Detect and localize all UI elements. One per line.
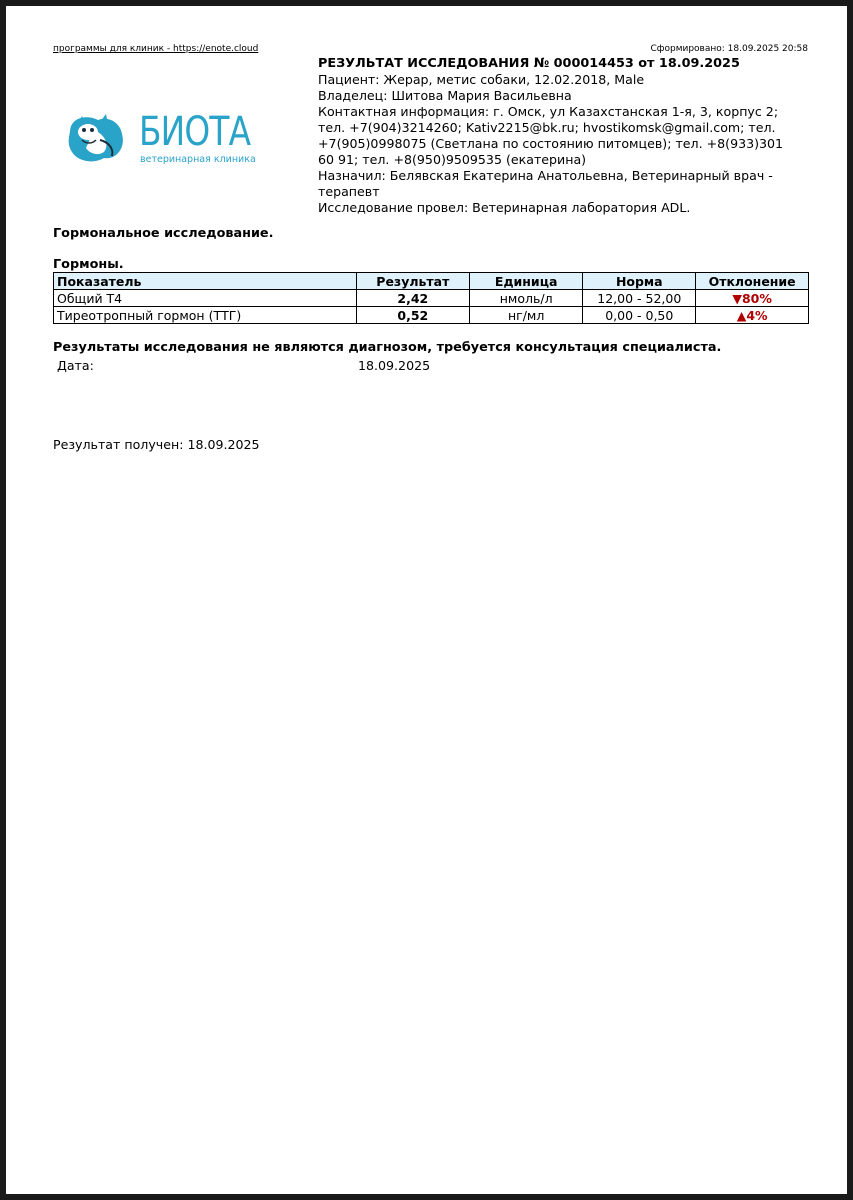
unit: нг/мл — [470, 307, 583, 324]
result-value: 0,52 — [356, 307, 469, 324]
results-table — [53, 272, 809, 324]
group-title: Гормоны. — [53, 257, 124, 272]
column-header: Результат — [356, 273, 469, 290]
date-value: 18.09.2025 — [358, 358, 431, 373]
contact-info-line: тел. +7(904)3214260; Kativ2215@bk.ru; hvostikomsk@gmail.com; тел. — [318, 120, 776, 135]
assigned-by-continued: терапевт — [318, 184, 380, 199]
assigned-by: Назначил: Белявская Екатерина Анатольевна, Ветеринарный врач - — [318, 168, 773, 183]
table-header-row — [54, 273, 809, 290]
contact-info-line: +7(905)0998075 (Светлана по состоянию питомцев); тел. +8(933)301 — [318, 136, 784, 151]
deviation-value: ▲4% — [696, 307, 809, 324]
result-value: 2,42 — [356, 290, 469, 307]
clinic-name: БИОТА — [139, 109, 251, 155]
enote-link[interactable]: программы для клиник - https://enote.cloud — [53, 44, 259, 54]
date-label: Дата: — [57, 358, 94, 373]
table-row — [54, 290, 809, 307]
column-header: Норма — [583, 273, 696, 290]
deviation-value: ▼80% — [696, 290, 809, 307]
column-header: Показатель — [54, 273, 357, 290]
unit: нмоль/л — [470, 290, 583, 307]
patient-info: Пациент: Жерар, метис собаки, 12.02.2018, Male — [318, 72, 645, 87]
owner-info: Владелец: Шитова Мария Васильевна — [318, 88, 572, 103]
column-header: Единица — [470, 273, 583, 290]
contact-info-line: 60 91; тел. +8(950)9509535 (екатерина) — [318, 152, 587, 167]
performed-by: Исследование провел: Ветеринарная лаборатория ADL. — [318, 200, 691, 215]
indicator-name: Тиреотропный гормон (ТТГ) — [54, 307, 357, 324]
report-page — [6, 6, 847, 1194]
disclaimer: Результаты исследования не являются диагнозом, требуется консультация специалиста. — [53, 340, 722, 355]
column-header: Отклонение — [696, 273, 809, 290]
table-row — [54, 307, 809, 324]
section-title: Гормональное исследование. — [53, 226, 274, 241]
norm-range: 12,00 - 52,00 — [583, 290, 696, 307]
result-received: Результат получен: 18.09.2025 — [53, 437, 260, 452]
indicator-name: Общий Т4 — [54, 290, 357, 307]
contact-info-line: Контактная информация: г. Омск, ул Казахстанская 1-я, 3, корпус 2; — [318, 104, 779, 119]
generated-timestamp: Сформировано: 18.09.2025 20:58 — [650, 44, 808, 54]
norm-range: 0,00 - 0,50 — [583, 307, 696, 324]
report-title: РЕЗУЛЬТАТ ИССЛЕДОВАНИЯ № 000014453 от 18.09.2025 — [318, 56, 740, 71]
clinic-subtitle: ветеринарная клиника — [140, 154, 256, 165]
